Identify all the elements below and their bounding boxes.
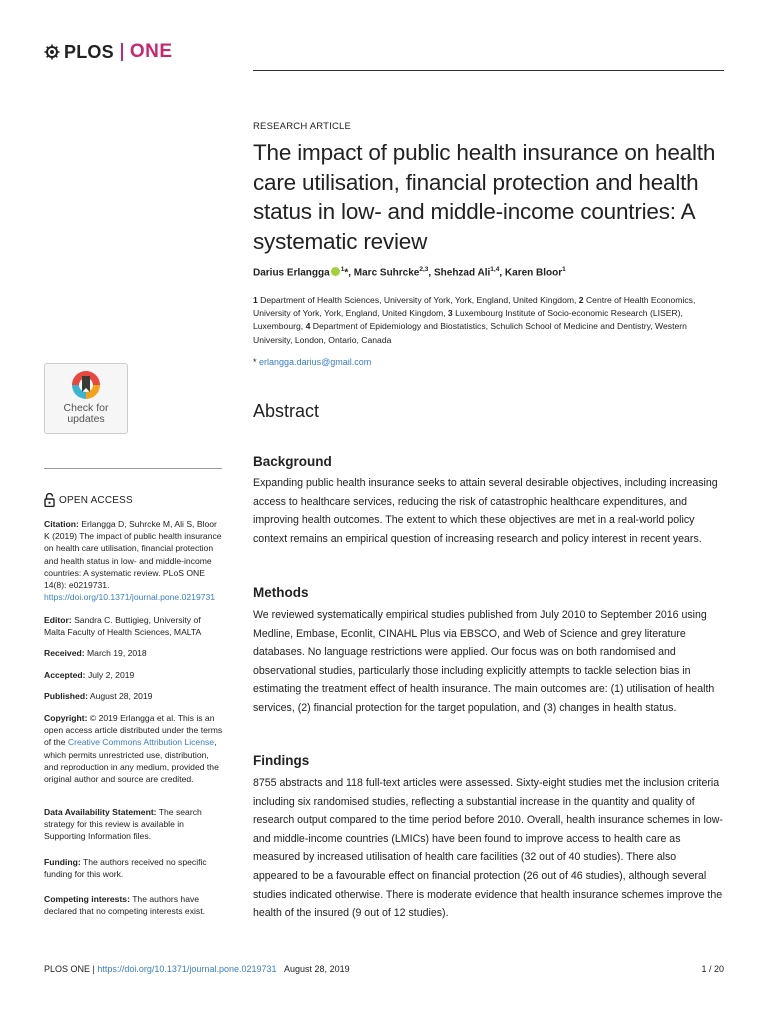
brand-plos: PLOS [64,41,114,62]
footer-date: August 28, 2019 [284,964,350,974]
accepted-label: Accepted: [44,670,86,680]
copyright-label: Copyright: [44,713,88,723]
footer-doi-link[interactable]: https://doi.org/10.1371/journal.pone.0219731 [97,964,277,974]
gear-icon [44,44,60,60]
citation-text: Erlangga D, Suhrcke M, Ali S, Bloor K (2019) The impact of public health insurance on health care utilisation, financial protection and health status in low- and middle-income countries: A systematic review. PLoS ONE 14(8): e0219731. [44,519,222,591]
author-sep: *, [344,267,354,279]
background-paragraph: Expanding public health insurance seeks to attain several desirable objectives, including increasing access to healthcare services, reducing the risk of catastrophic healthcare expenditures, and improving health outcomes. The extent to which these objectives are met in a real-world policy context remains an empirical question of increasing research and policy interest in recent years. [253,477,718,545]
crossmark-icon [69,368,103,402]
received-block [44,647,224,659]
affiliation-number: 2 [578,295,584,305]
background-heading: Background [253,454,332,469]
methods-heading: Methods [253,585,309,600]
methods-paragraph: We reviewed systematically empirical studies published from July 2010 to September 2016 using Medline, Embase, Econlit, CINAHL Plus via EBSCO, and Web of Science and grey literature databases. No language restrictions were applied. Our focus was on both randomised and observational studies, particularly those including explicitly attempts to tackle selection bias in estimating the treatment effect of health insurance. The main outcomes are: (1) utilisation of health services, (2) financial protection for the target population, and (3) changes in health status. [253,609,715,714]
affiliation-number: 4 [305,321,311,332]
affiliation-number: 1 [253,295,258,305]
findings-paragraph: 8755 abstracts and 118 full-text articles were assessed. Sixty-eight studies met the inclusion criteria including six randomised studies, reflecting a substantial increase in the quantity and quality of research output compared to the time period before 2010. Overall, health insurance schemes in low- and middle-income countries (LMICs) have been found to improve access to health care as measured by increased utilisation of health care facilities (32 out of 40 studies). There also appeared to be a favourable effect on financial protection (26 out of 46 studies), although several studies indicated otherwise. There is moderate evidence that health insurance schemes improve the health of the insured (9 out of 12 studies). [253,777,723,920]
copyright-text-end: , which permits unrestricted use, distribution, and reproduction in any medium, provided the original author and source are credited. [44,737,219,785]
crossmark-label: Check for updates [63,402,109,425]
affiliation-text: Centre of Health Economics, University of York, York, England, United Kingdom, [253,295,696,319]
author-affil-sup: 1 [562,266,566,273]
funding-text: The authors received no specific funding for this work. [44,857,207,880]
received-label: Received: [44,648,85,658]
citation-label: Citation: [44,519,79,529]
journal-logo[interactable] [44,40,173,64]
data-availability-label: Data Availability Statement: [44,807,157,817]
footer-journal: PLOS ONE | [44,964,98,974]
copyright-text: © 2019 Erlangga et al. This is an open access article distributed under the terms of the [44,713,223,748]
affiliations [253,294,723,347]
author-sep: , [499,267,505,279]
brand-divider [121,43,123,61]
header-rule [253,70,724,71]
brand-one: ONE [129,41,173,62]
findings-heading: Findings [253,753,310,768]
copyright-block [44,712,224,785]
funding-label: Funding: [44,857,81,867]
orcid-icon[interactable] [331,267,340,276]
published-date: August 28, 2019 [89,691,153,701]
author-list [253,266,566,278]
author-name[interactable]: Shehzad Ali [433,267,491,279]
check-for-updates-badge[interactable] [44,363,128,434]
abstract-heading: Abstract [253,401,320,421]
open-access-label: OPEN ACCESS [59,494,133,506]
author-affil-sup: 1,4 [490,266,500,273]
funding-block [44,856,224,880]
article-title: The impact of public health insurance on health care utilisation, financial protection and health status in low- and middle-income countries: A systematic review [253,140,716,254]
sidebar-rule [44,468,222,469]
author-name[interactable]: Marc Suhrcke [353,267,420,279]
competing-interests-label: Competing interests: [44,894,130,904]
editor-block [44,614,224,638]
affiliation-text: Department of Epidemiology and Biostatistics, Schulich School of Medicine and Dentistry, Western University, London, Ontario, Canada [253,321,687,345]
open-lock-icon [44,493,55,507]
published-label: Published: [44,691,88,701]
published-block [44,690,224,702]
affiliation-text: Luxembourg Institute of Socio-economic Research (LISER), Luxembourg, [253,308,683,332]
author-affil-sup: 1 [340,266,345,273]
page-number: 1 / 20 [701,964,724,974]
citation-block [44,518,224,603]
author-name[interactable]: Karen Bloor [504,267,563,279]
accepted-date: July 2, 2019 [87,670,135,680]
editor-label: Editor: [44,615,72,625]
page-footer [44,964,724,974]
license-link[interactable]: Creative Commons Attribution License [67,737,215,748]
accepted-block [44,669,224,681]
data-availability-block [44,806,224,843]
article-type: RESEARCH ARTICLE [253,121,352,132]
email-link[interactable]: erlangga.darius@gmail.com [259,357,372,367]
author-sep: , [428,267,434,279]
corresponding-star: * [253,357,257,367]
received-date: March 19, 2018 [87,648,147,658]
affiliation-number: 3 [447,308,453,319]
competing-interests-block [44,893,224,917]
citation-doi-link[interactable]: https://doi.org/10.1371/journal.pone.0219731 [44,592,216,603]
open-access-badge [44,493,133,507]
data-availability-text: The search strategy for this review is available in Supporting Information files. [44,807,202,842]
affiliation-text: Department of Health Sciences, University of York, York, England, United Kingdom, [260,295,579,305]
author-name[interactable]: Darius Erlangga [253,267,330,279]
corresponding-email [253,357,371,367]
editor-text: Sandra C. Buttigieg, University of Malta Faculty of Health Sciences, MALTA [44,615,202,638]
footer-left [44,964,350,974]
competing-interests-text: The authors have declared that no competing interests exist. [44,894,205,917]
author-affil-sup: 2,3 [419,266,429,273]
